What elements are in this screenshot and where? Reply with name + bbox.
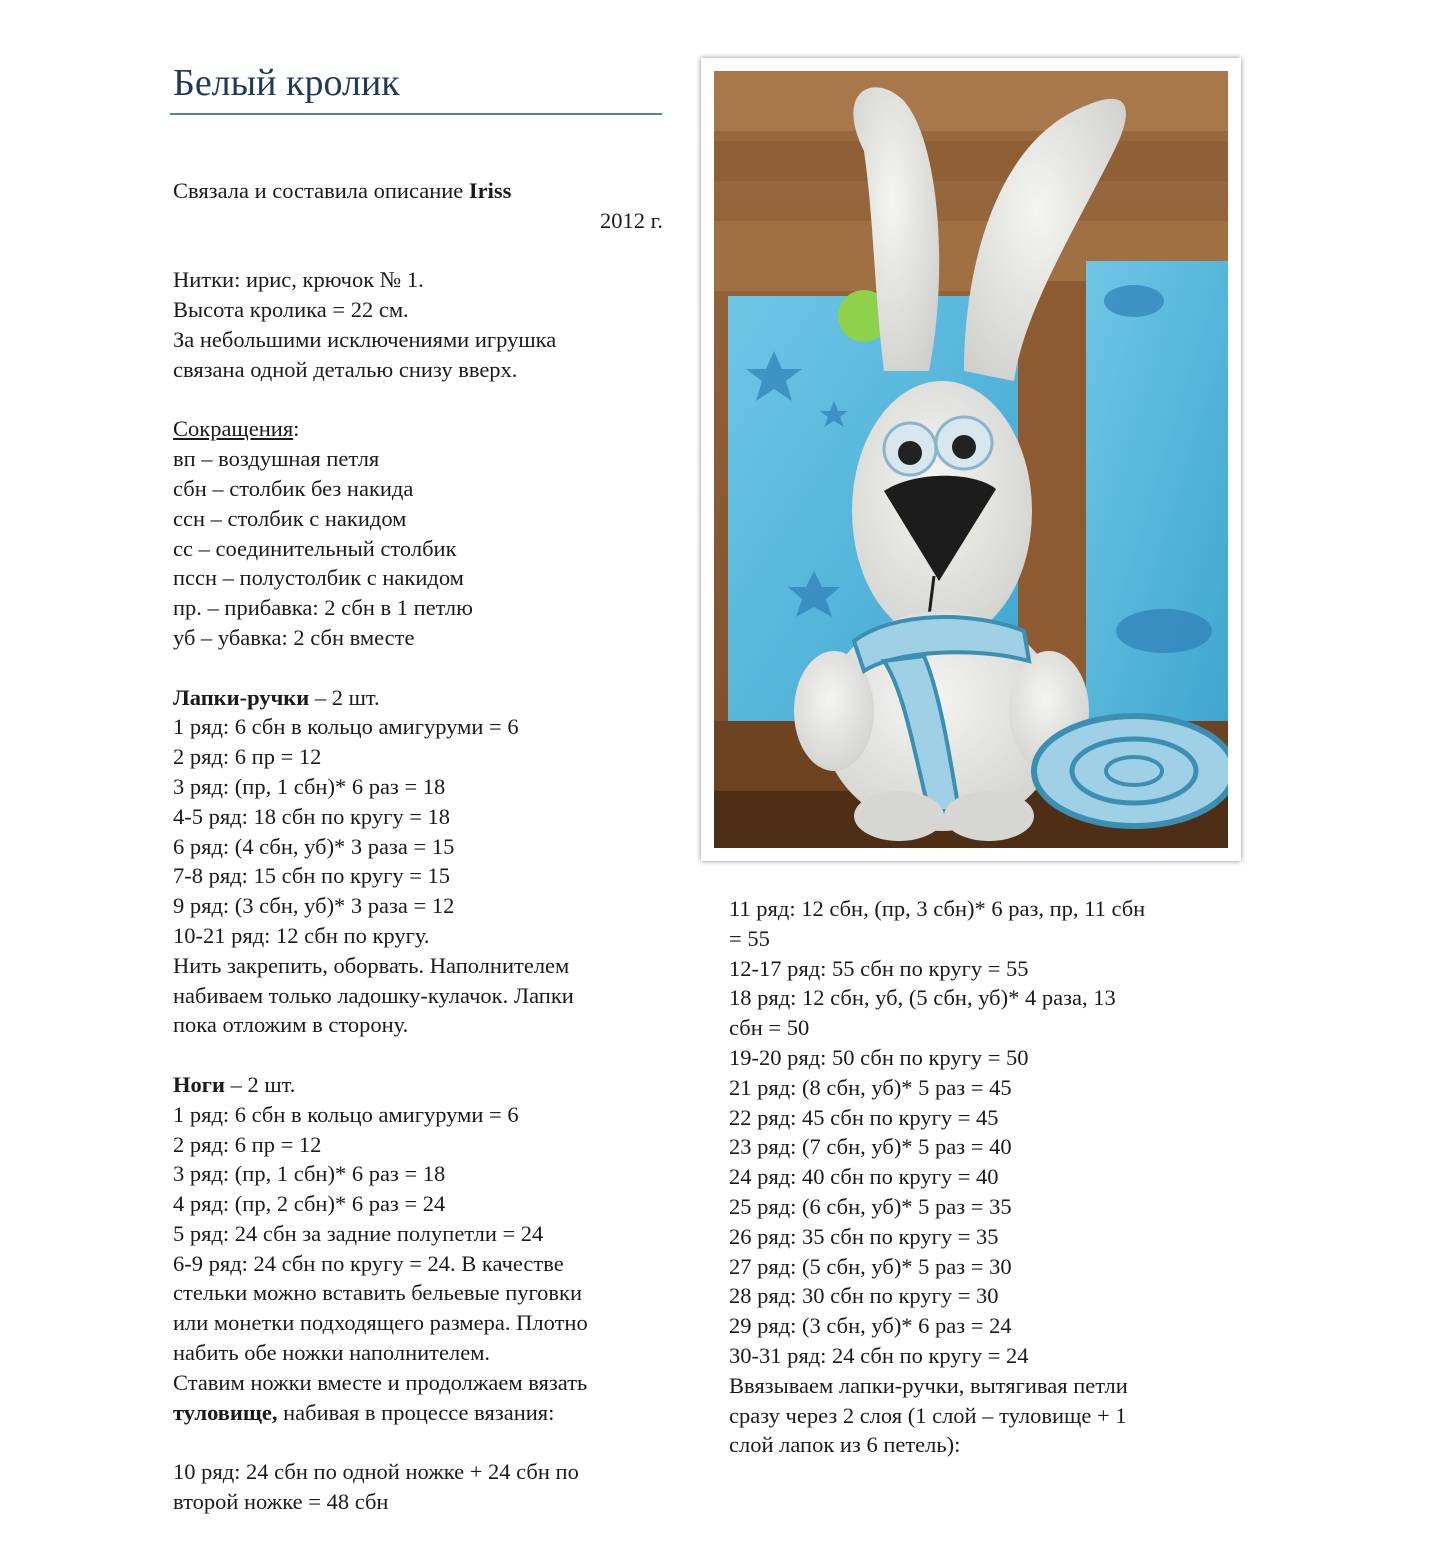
- body-row: 24 ряд: 40 сбн по кругу = 40: [729, 1164, 999, 1190]
- body-row: 29 ряд: (3 сбн, уб)* 6 раз = 24: [729, 1313, 1012, 1339]
- body-row: 12-17 ряд: 55 сбн по кругу = 55: [729, 955, 1029, 981]
- abbreviation-item: вп – воздушная петля: [173, 446, 380, 472]
- arms-heading-title: Лапки-ручки: [173, 684, 310, 710]
- arms-heading: [173, 683, 663, 713]
- legs-row: набить обе ножки наполнителем.: [173, 1340, 491, 1366]
- body-row: 30-31 ряд: 24 сбн по кругу = 24: [729, 1342, 1029, 1368]
- intro-line: Высота кролика = 22 см.: [173, 297, 409, 323]
- legs-heading: [173, 1070, 663, 1100]
- legs-heading-title: Ноги: [173, 1071, 225, 1097]
- body-row: 21 ряд: (8 сбн, уб)* 5 раз = 45: [729, 1074, 1012, 1100]
- body-row: 25 ряд: (6 сбн, уб)* 5 раз = 35: [729, 1193, 1012, 1219]
- intro-line: Нитки: ирис, крючок № 1.: [173, 267, 424, 293]
- arms-row: 1 ряд: 6 сбн в кольцо амигуруми = 6: [173, 714, 519, 740]
- arms-row: набиваем только ладошку-кулачок. Лапки: [173, 982, 574, 1008]
- body-keyword: туловище,: [173, 1399, 278, 1425]
- arms-row: 6 ряд: (4 сбн, уб)* 3 раза = 15: [173, 833, 455, 859]
- body-row: 28 ряд: 30 сбн по кругу = 30: [729, 1283, 999, 1309]
- right-column: [729, 894, 1229, 1460]
- author-name: Iriss: [468, 178, 512, 203]
- bunny-illustration: [714, 71, 1228, 848]
- body-row: Ввязываем лапки-ручки, вытягивая петли: [729, 1372, 1128, 1398]
- left-column: [173, 176, 663, 1517]
- body-row: сбн = 50: [729, 1015, 810, 1041]
- arms-row: 2 ряд: 6 пр = 12: [173, 744, 322, 770]
- body-row: 11 ряд: 12 сбн, (пр, 3 сбн)* 6 раз, пр, 11 сбн: [729, 896, 1146, 921]
- legs-row: стельки можно вставить бельевые пуговки: [173, 1280, 583, 1306]
- arms-row: пока отложим в сторону.: [173, 1012, 409, 1038]
- abbreviations-heading: [173, 414, 663, 444]
- abbreviation-item: ссн – столбик с накидом: [173, 505, 407, 531]
- legs-row: 5 ряд: 24 сбн за задние полупетли = 24: [173, 1220, 544, 1246]
- intro-line: связана одной деталью снизу вверх.: [173, 356, 518, 382]
- arms-row: 10-21 ряд: 12 сбн по кругу.: [173, 922, 430, 948]
- arms-row: Нить закрепить, оборвать. Наполнителем: [173, 952, 570, 978]
- body-row: 23 ряд: (7 сбн, уб)* 5 раз = 40: [729, 1134, 1012, 1160]
- abbreviation-item: пссн – полустолбик с накидом: [173, 565, 464, 591]
- body-row: = 55: [729, 925, 770, 951]
- bunny-photo: [714, 71, 1228, 848]
- photo-frame: [701, 58, 1241, 861]
- body-row: 26 ряд: 35 сбн по кругу = 35: [729, 1223, 999, 1249]
- legs-row: 6-9 ряд: 24 сбн по кругу = 24. В качестве: [173, 1250, 564, 1276]
- page-title: Белый кролик: [173, 62, 400, 104]
- year: 2012 г.: [600, 207, 663, 233]
- arms-row: 9 ряд: (3 сбн, уб)* 3 раза = 12: [173, 893, 455, 919]
- body-row: слой лапок из 6 петель):: [729, 1432, 961, 1458]
- body-row: сразу через 2 слоя (1 слой – туловище + 1: [729, 1402, 1127, 1428]
- body-row: 22 ряд: 45 сбн по кругу = 45: [729, 1104, 999, 1130]
- author-prefix: Связала и составила описание: [173, 178, 469, 203]
- legs-count: – 2 шт.: [224, 1071, 296, 1097]
- legs-row: 3 ряд: (пр, 1 сбн)* 6 раз = 18: [173, 1161, 446, 1187]
- legs-row: или монетки подходящего размера. Плотно: [173, 1310, 588, 1336]
- abbreviation-item: сс – соединительный столбик: [173, 535, 457, 561]
- legs-row: 4 ряд: (пр, 2 сбн)* 6 раз = 24: [173, 1191, 446, 1217]
- arms-row: 4-5 ряд: 18 сбн по кругу = 18: [173, 803, 451, 829]
- abbreviation-item: сбн – столбик без накида: [173, 475, 414, 501]
- abbreviations-title: Сокращения: [173, 416, 294, 442]
- body-row: 19-20 ряд: 50 сбн по кругу = 50: [729, 1044, 1029, 1070]
- arms-row: 3 ряд: (пр, 1 сбн)* 6 раз = 18: [173, 773, 446, 799]
- legs-row: Ставим ножки вместе и продолжаем вязать: [173, 1369, 588, 1395]
- legs-row: 2 ряд: 6 пр = 12: [173, 1131, 322, 1157]
- abbreviation-item: пр. – прибавка: 2 сбн в 1 петлю: [173, 595, 473, 621]
- arms-count: – 2 шт.: [309, 684, 380, 710]
- abbreviation-item: уб – убавка: 2 сбн вместе: [173, 624, 415, 650]
- intro-line: За небольшими исключениями игрушка: [173, 326, 557, 352]
- arms-row: 7-8 ряд: 15 сбн по кругу = 15: [173, 863, 451, 889]
- body-rest: набивая в процессе вязания:: [277, 1399, 555, 1425]
- legs-row: 1 ряд: 6 сбн в кольцо амигуруми = 6: [173, 1101, 519, 1127]
- body-row: 27 ряд: (5 сбн, уб)* 5 раз = 30: [729, 1253, 1012, 1279]
- author-line: [173, 176, 663, 206]
- body-start-line: [173, 1398, 663, 1428]
- abbreviations-colon: :: [293, 416, 300, 442]
- row-10: 10 ряд: 24 сбн по одной ножке + 24 сбн по: [173, 1459, 579, 1485]
- row-10: второй ножке = 48 сбн: [173, 1489, 389, 1515]
- title-underline: [170, 113, 662, 115]
- body-row: 18 ряд: 12 сбн, уб, (5 сбн, уб)* 4 раза, 13: [729, 985, 1116, 1011]
